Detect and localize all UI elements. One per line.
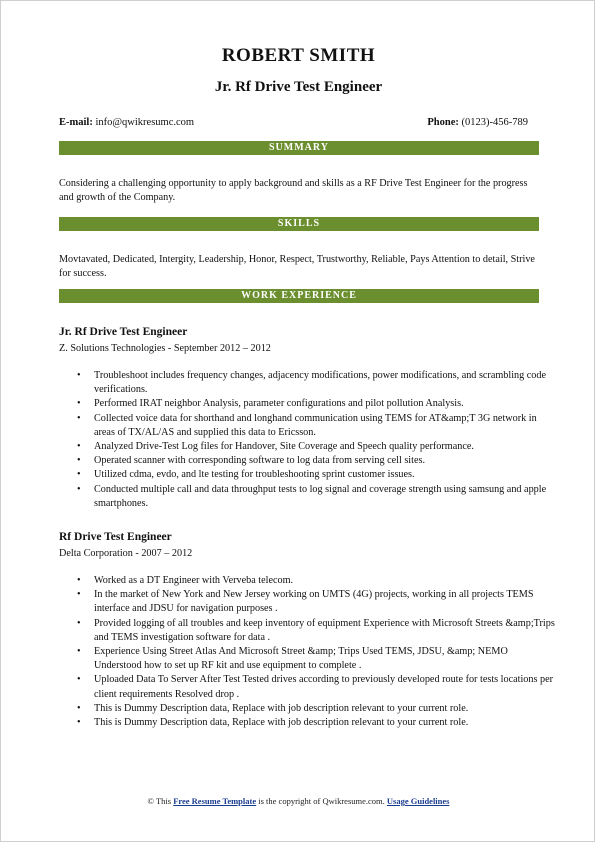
skills-text: Movtavated, Dedicated, Intergity, Leadership, Honor, Respect, Trustworthy, Reliable, Pays Attention to detail, Strive for success. xyxy=(59,254,535,279)
phone-line xyxy=(427,117,528,128)
phone-label: Phone: xyxy=(427,117,459,128)
email-value[interactable]: info@qwikresumc.com xyxy=(95,117,195,128)
list-item: • Operated scanner with corresponding software to log data from serving cell sites. xyxy=(94,454,556,468)
list-item: • Troubleshoot includes frequency changes, adjacency modifications, power modifications, and scrambling code verifications. xyxy=(94,369,556,397)
list-item: • This is Dummy Description data, Replace with job description relevant to your current role. xyxy=(94,702,556,716)
usage-guidelines-link[interactable]: Usage Guidelines xyxy=(386,796,450,806)
list-item: • Experience Using Street Atlas And Microsoft Street &amp; Trips Used TEMS, JDSU, &amp; NEMO Understood how to set up RF kit and use equipment to complete . xyxy=(94,645,556,673)
footer-middle: is the copyright of Qwikresume.com. xyxy=(258,796,385,806)
free-resume-template-link[interactable]: Free Resume Template xyxy=(173,796,257,806)
list-item: • Utilized cdma, evdo, and lte testing for troubleshooting sprint customer issues. xyxy=(94,468,556,482)
job-2-title: Rf Drive Test Engineer xyxy=(59,531,172,543)
phone-value: (0123)-456-789 xyxy=(461,117,528,128)
work-experience-heading: WORK EXPERIENCE xyxy=(59,289,539,303)
candidate-name: ROBERT SMITH xyxy=(221,45,376,66)
candidate-role: Jr. Rf Drive Test Engineer xyxy=(214,79,383,95)
list-item: • Worked as a DT Engineer with Verveba telecom. xyxy=(94,574,556,588)
email-line xyxy=(59,117,194,128)
list-item: • Performed IRAT neighbor Analysis, parameter configurations and pilot pollution Analysis. xyxy=(94,397,556,411)
list-item: • Conducted multiple call and data throughput tests to log signal and coverage strength using samsung and apple smartphones. xyxy=(94,483,556,511)
summary-text: Considering a challenging opportunity to apply background and skills as a RF Drive Test Engineer for the progress and growth of the Company. xyxy=(59,178,528,203)
list-item: • This is Dummy Description data, Replace with job description relevant to your current role. xyxy=(94,716,556,730)
email-label: E-mail: xyxy=(59,117,93,128)
footer xyxy=(1,796,595,806)
skills-heading: SKILLS xyxy=(59,217,539,231)
list-item: • Provided logging of all troubles and keep inventory of equipment Experience with Microsoft Streets &amp;Trips and TEMS investigation software for data . xyxy=(94,617,556,645)
summary-heading: SUMMARY xyxy=(59,141,539,155)
job-1-bullets xyxy=(77,369,556,511)
list-item: • Uploaded Data To Server After Test Tested drives according to previously developed route for tests locations per client requirements Resolved drop . xyxy=(94,673,556,701)
list-item: • Analyzed Drive-Test Log files for Handover, Site Coverage and Speech quality performance. xyxy=(94,440,556,454)
list-item: • In the market of New York and New Jersey working on UMTS (4G) projects, working in all projects TEMS interface and JDSU for navigation purposes . xyxy=(94,588,556,616)
job-2-company: Delta Corporation - 2007 – 2012 xyxy=(59,548,193,559)
job-1-company: Z. Solutions Technologies - September 2012 – 2012 xyxy=(59,343,271,354)
list-item: • Collected voice data for shorthand and longhand communication using TEMS for AT&amp;T 3G network in areas of TX/AL/AS and supplied this data to Ericsson. xyxy=(94,412,556,440)
job-1-title: Jr. Rf Drive Test Engineer xyxy=(59,326,188,338)
footer-prefix: © This xyxy=(147,796,172,806)
job-2-bullets xyxy=(77,574,556,730)
